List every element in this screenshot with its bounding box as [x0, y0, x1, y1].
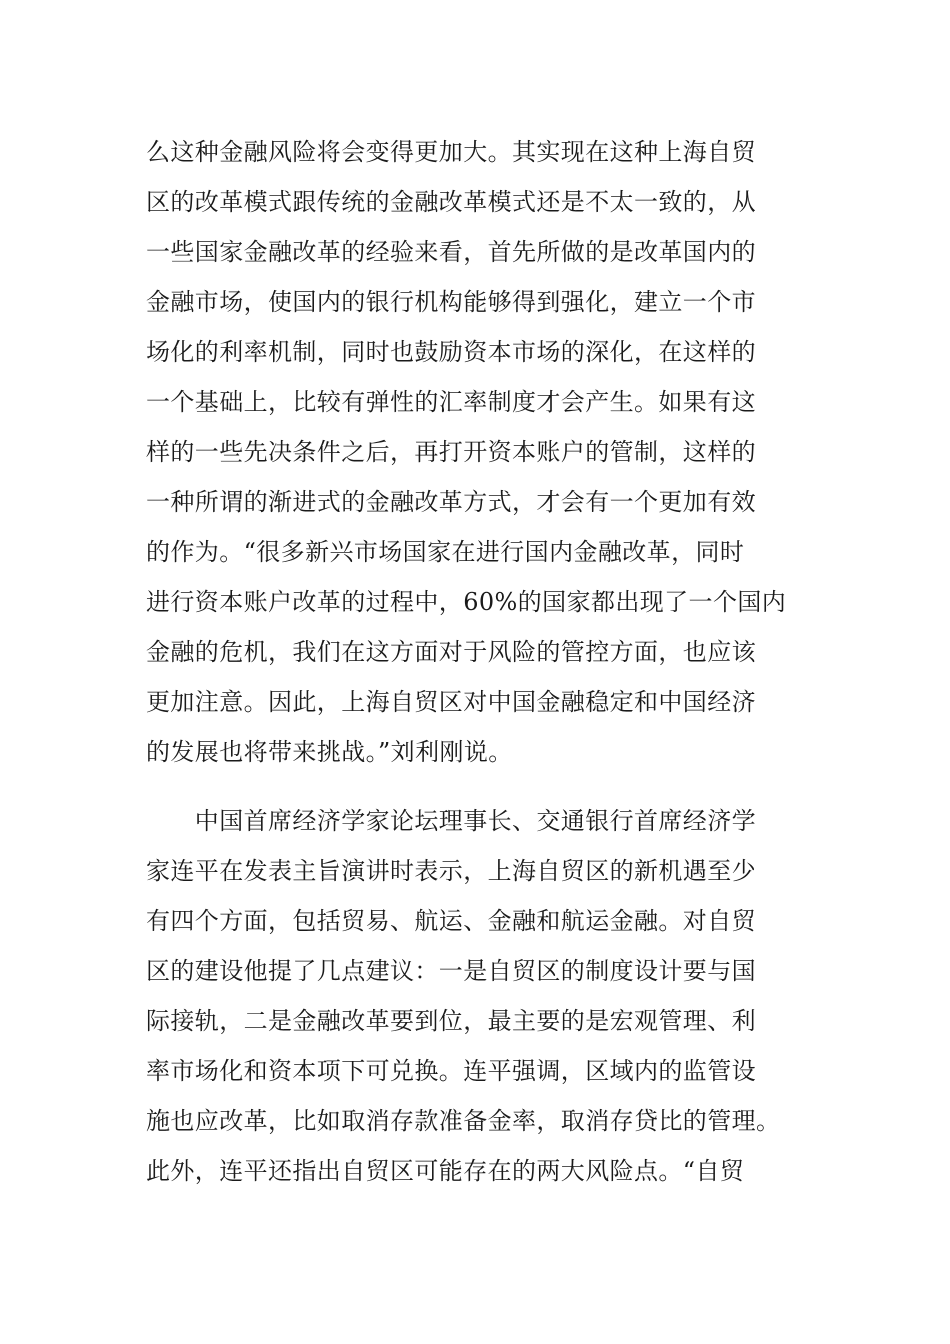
- text-line: 么这种金融风险将会变得更加大。其实现在这种上海自贸: [146, 138, 756, 166]
- text-line: 金融市场，使国内的银行机构能够得到强化，建立一个市: [146, 288, 756, 316]
- text-line: 一个基础上，比较有弹性的汇率制度才会产生。如果有这: [146, 388, 756, 416]
- text-line: 样的一些先决条件之后，再打开资本账户的管制，这样的: [146, 438, 756, 466]
- text-line: 际接轨，二是金融改革要到位，最主要的是宏观管理、利: [146, 1007, 756, 1035]
- text-line: 中国首席经济学家论坛理事长、交通银行首席经济学: [146, 807, 756, 835]
- paragraph-1: [146, 127, 806, 777]
- paragraph-2: [146, 796, 806, 1196]
- text-line: 有四个方面，包括贸易、航运、金融和航运金融。对自贸: [146, 907, 756, 935]
- text-line: 的发展也将带来挑战。”刘利刚说。: [146, 738, 513, 766]
- text-line: 施也应改革，比如取消存款准备金率，取消存贷比的管理。: [146, 1107, 781, 1135]
- text-line: 一些国家金融改革的经验来看，首先所做的是改革国内的: [146, 238, 756, 266]
- text-line: 区的建设他提了几点建议：一是自贸区的制度设计要与国: [146, 957, 756, 985]
- text-line: 的作为。“很多新兴市场国家在进行国内金融改革，同时: [146, 538, 745, 566]
- text-line: 更加注意。因此，上海自贸区对中国金融稳定和中国经济: [146, 688, 756, 716]
- text-line: 区的改革模式跟传统的金融改革模式还是不太一致的，从: [146, 188, 756, 216]
- text-line: 一种所谓的渐进式的金融改革方式，才会有一个更加有效: [146, 488, 756, 516]
- text-line: 金融的危机，我们在这方面对于风险的管控方面，也应该: [146, 638, 756, 666]
- text-line: 进行资本账户改革的过程中，60%的国家都出现了一个国内: [146, 588, 787, 616]
- text-line: 率市场化和资本项下可兑换。连平强调，区域内的监管设: [146, 1057, 756, 1085]
- text-line: 此外，连平还指出自贸区可能存在的两大风险点。“自贸: [146, 1157, 745, 1185]
- text-line: 家连平在发表主旨演讲时表示，上海自贸区的新机遇至少: [146, 857, 756, 885]
- text-line: 场化的利率机制，同时也鼓励资本市场的深化，在这样的: [146, 338, 756, 366]
